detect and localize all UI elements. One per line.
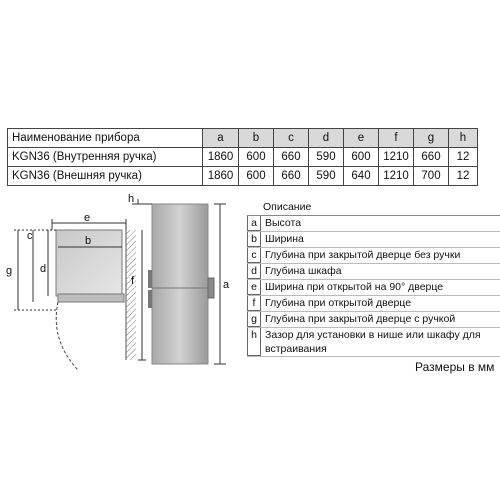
wall-hatch [126,230,136,360]
cell-d: 590 [309,167,344,186]
legend-text: Глубина при закрытой дверце без ручки [265,249,461,261]
legend-key: b [247,232,261,247]
cell-a: 1860 [203,167,239,186]
dim-h-label: h [128,193,135,205]
legend-title: Описание [247,200,500,216]
legend-text: Глубина шкафа [265,265,342,277]
cell-g: 660 [414,148,449,167]
cell-h: 12 [449,167,478,186]
cell-a: 1860 [203,148,239,167]
cell-c: 660 [274,148,309,167]
dim-g-label: g [6,265,13,277]
header-c: c [274,129,309,148]
legend-item [247,216,500,232]
legend-key: h [247,328,261,356]
cell-f: 1210 [379,148,414,167]
dimensions-table [7,128,478,186]
dim-b-label: b [85,235,92,247]
legend [247,200,500,357]
side-view [148,204,214,364]
cell-d: 590 [309,148,344,167]
top-view [56,230,136,370]
header-appliance-name: Наименование прибора [8,129,203,148]
legend-item [247,264,500,280]
header-b: b [239,129,274,148]
fridge-handle-top [148,270,152,288]
table-row [8,167,478,186]
legend-text: Зазор для установки в нише или шкафу для встраивания [265,329,481,355]
dim-d-label: d [40,263,47,275]
dim-c-label: c [27,230,33,242]
table-header-row [8,129,478,148]
legend-key: g [247,312,261,327]
cell-b: 600 [239,167,274,186]
cell-g: 700 [414,167,449,186]
cell-c: 660 [274,167,309,186]
dim-f-label: f [131,275,135,287]
row-name: KGN36 (Внешняя ручка) [8,167,203,186]
legend-item [247,280,500,296]
table-row [8,148,478,167]
cell-b: 600 [239,148,274,167]
cell-h: 12 [449,148,478,167]
header-a: a [203,129,239,148]
fridge-body [152,204,208,364]
legend-key: d [247,264,261,279]
legend-key: e [247,280,261,295]
cell-f: 1210 [379,167,414,186]
legend-item [247,312,500,328]
fridge-dimension-drawing [0,190,245,380]
legend-text: Ширина [265,233,304,245]
dim-a-label: a [223,279,230,291]
header-d: d [309,129,344,148]
legend-key: c [247,248,261,263]
cell-e: 640 [344,167,379,186]
header-h: h [449,129,478,148]
door-swing-arc [56,302,78,370]
dim-e-label: e [84,212,91,224]
fridge-side-recess [208,278,214,298]
units-note: Размеры в мм [415,360,495,374]
legend-item [247,232,500,248]
legend-text: Глубина при открытой дверце [265,297,412,309]
legend-item [247,248,500,264]
legend-text: Ширина при открытой на 90° дверце [265,281,444,293]
top-view-door [58,294,124,302]
header-f: f [379,129,414,148]
legend-item [247,296,500,312]
cell-e: 600 [344,148,379,167]
legend-key: f [247,296,261,311]
row-name: KGN36 (Внутренняя ручка) [8,148,203,167]
legend-text: Глубина при закрытой дверце с ручкой [265,313,456,325]
legend-key: a [247,216,261,231]
fridge-handle-bottom [148,290,152,308]
header-e: e [344,129,379,148]
legend-text: Высота [265,217,302,229]
legend-item [247,328,500,357]
header-g: g [414,129,449,148]
